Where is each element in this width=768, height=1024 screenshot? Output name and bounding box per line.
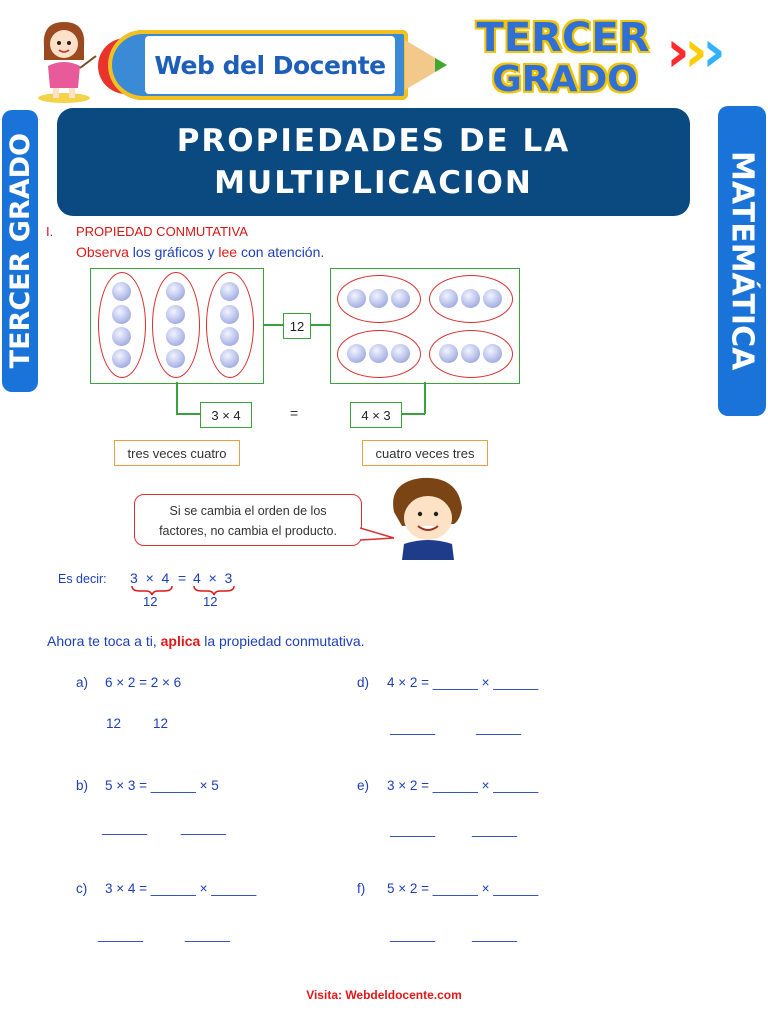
teacher-illustration bbox=[28, 16, 100, 104]
exercise-answer-blank[interactable]: ______ bbox=[181, 820, 227, 835]
pencil-lead bbox=[435, 58, 447, 72]
bubble-line: factores, no cambia el producto. bbox=[159, 524, 337, 538]
exercise-letter: f) bbox=[357, 881, 366, 896]
connector-line bbox=[400, 413, 425, 415]
es-decir-left: 3 × 4 bbox=[130, 570, 170, 586]
side-tab-right-label: MATEMÁTICA bbox=[724, 151, 760, 371]
exercise-answer-blank[interactable]: ______ bbox=[390, 822, 436, 837]
side-tab-left bbox=[2, 110, 38, 392]
counter-ball bbox=[166, 305, 185, 324]
exercise-letter: c) bbox=[76, 881, 88, 896]
es-decir-equals: = bbox=[178, 570, 187, 586]
grade-title-line2: GRADO bbox=[492, 59, 638, 100]
counter-ball bbox=[112, 282, 131, 301]
left-caption: tres veces cuatro bbox=[114, 440, 240, 466]
es-decir-label: Es decir: bbox=[58, 572, 107, 586]
counter-ball bbox=[369, 344, 388, 363]
counter-ball bbox=[220, 349, 239, 368]
side-tab-left-label: TERCER GRADO bbox=[4, 133, 36, 369]
counter-ball bbox=[391, 289, 410, 308]
es-decir-right-result: 12 bbox=[203, 594, 218, 609]
footer-link[interactable]: Visita: Webdeldocente.com bbox=[306, 988, 462, 1002]
right-caption: cuatro veces tres bbox=[362, 440, 488, 466]
intro-word: Observa bbox=[76, 244, 129, 260]
exercise-answer-blank[interactable]: ______ bbox=[98, 927, 144, 942]
exercise-answer-blank[interactable]: ______ bbox=[102, 820, 148, 835]
exercise-answer-blank[interactable]: ______ bbox=[472, 822, 518, 837]
prompt-text: Ahora te toca a ti, bbox=[47, 633, 161, 649]
bubble-line: Si se cambia el orden de los bbox=[169, 504, 327, 518]
counter-ball bbox=[112, 327, 131, 346]
counter-ball bbox=[112, 349, 131, 368]
exercise-result: 12 bbox=[106, 716, 122, 731]
prompt-highlight: aplica bbox=[160, 633, 201, 649]
result-box: 12 bbox=[283, 313, 311, 339]
intro-word: con atención. bbox=[237, 244, 325, 260]
speech-bubble bbox=[134, 494, 362, 546]
exercise-letter: b) bbox=[76, 778, 89, 793]
connector-line bbox=[424, 382, 426, 414]
exercise-answer-blank[interactable]: ______ bbox=[472, 927, 518, 942]
page-title-line1: PROPIEDADES DE LA bbox=[176, 123, 571, 159]
equals-sign: = bbox=[290, 405, 299, 421]
intro-word: los gráficos y bbox=[128, 244, 219, 260]
counter-ball bbox=[461, 289, 480, 308]
right-expression-box: 4 × 3 bbox=[350, 402, 402, 428]
exercise-answer-blank[interactable]: ______ bbox=[476, 720, 522, 735]
exercise-answer-blank[interactable]: ______ bbox=[390, 720, 436, 735]
page-title-line2: MULTIPLICACION bbox=[214, 165, 533, 201]
practice-prompt bbox=[47, 633, 365, 649]
grade-title-line1: TERCER bbox=[476, 15, 650, 61]
exercise-expression[interactable]: 3 × 4 = ______ × ______ bbox=[105, 881, 257, 896]
counter-ball bbox=[347, 289, 366, 308]
counter-ball bbox=[220, 327, 239, 346]
chevron-right-icon: › bbox=[666, 17, 690, 85]
page-title-banner bbox=[57, 108, 690, 216]
connector-line bbox=[310, 324, 330, 326]
exercise-letter: a) bbox=[76, 675, 89, 690]
exercise-letter: d) bbox=[357, 675, 370, 690]
intro-word: lee bbox=[218, 244, 238, 260]
counter-ball bbox=[166, 349, 185, 368]
connector-line bbox=[263, 324, 283, 326]
exercise-answer-blank[interactable]: ______ bbox=[390, 927, 436, 942]
counter-ball bbox=[369, 289, 388, 308]
section-number: I. bbox=[46, 224, 54, 239]
exercise-expression[interactable]: 4 × 2 = ______ × ______ bbox=[387, 675, 539, 690]
counter-ball bbox=[220, 305, 239, 324]
exercise-expression[interactable]: 5 × 2 = ______ × ______ bbox=[387, 881, 539, 896]
prompt-text: la propiedad conmutativa. bbox=[200, 633, 365, 649]
counter-ball bbox=[483, 344, 502, 363]
chevron-right-icon: › bbox=[702, 17, 726, 85]
exercise-expression: 6 × 2 = 2 × 6 bbox=[105, 675, 182, 690]
exercise-expression[interactable]: 3 × 2 = ______ × ______ bbox=[387, 778, 539, 793]
exercise-answer-blank[interactable]: ______ bbox=[185, 927, 231, 942]
left-expression-box: 3 × 4 bbox=[200, 402, 252, 428]
exercise-letter: e) bbox=[357, 778, 370, 793]
counter-ball bbox=[391, 344, 410, 363]
side-tab-right bbox=[718, 106, 766, 416]
es-decir-left-result: 12 bbox=[143, 594, 158, 609]
es-decir-right: 4 × 3 bbox=[193, 570, 233, 586]
counter-ball bbox=[439, 344, 458, 363]
counter-ball bbox=[220, 282, 239, 301]
counter-ball bbox=[166, 327, 185, 346]
section-title: PROPIEDAD CONMUTATIVA bbox=[76, 224, 248, 239]
counter-ball bbox=[483, 289, 502, 308]
connector-line bbox=[176, 413, 200, 415]
counter-ball bbox=[347, 344, 366, 363]
section-intro bbox=[76, 244, 324, 260]
chevron-right-icon: › bbox=[684, 17, 708, 85]
counter-ball bbox=[166, 282, 185, 301]
counter-ball bbox=[461, 344, 480, 363]
exercise-expression[interactable]: 5 × 3 = ______ × 5 bbox=[105, 778, 219, 793]
brand-logo-text: Web del Docente bbox=[145, 36, 395, 94]
counter-ball bbox=[439, 289, 458, 308]
counter-ball bbox=[112, 305, 131, 324]
exercise-result: 12 bbox=[153, 716, 169, 731]
boy-illustration bbox=[388, 474, 468, 560]
connector-line bbox=[176, 382, 178, 414]
